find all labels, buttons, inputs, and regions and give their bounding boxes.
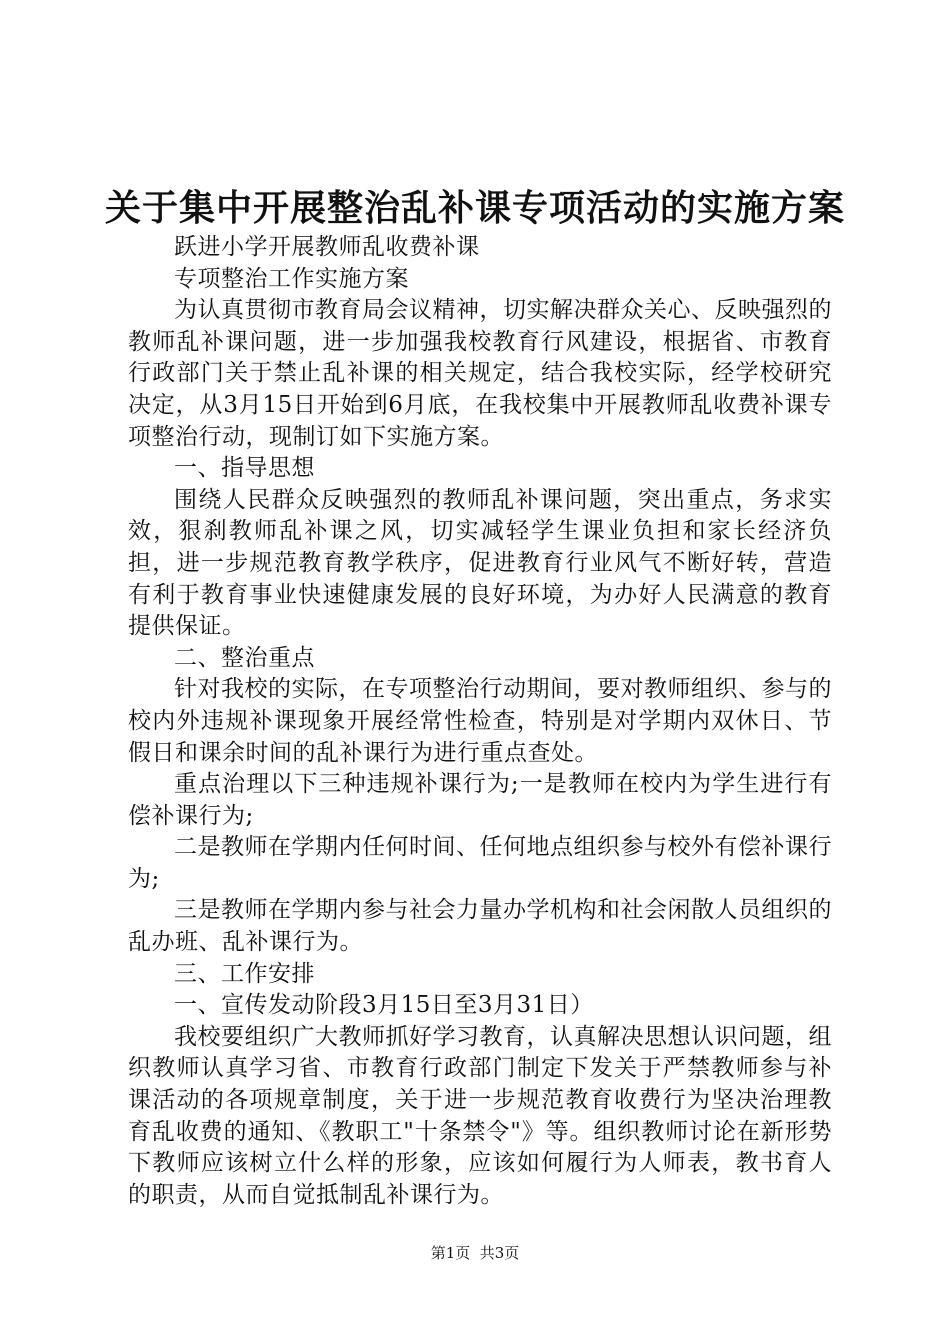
page-footer: 第1页 共3页	[430, 1244, 520, 1262]
section-heading-guiding-thought: 一、指导思想	[174, 455, 315, 482]
paragraph-second-behavior: 二是教师在学期内任何时间、任何地点组织参与校外有偿补课行为;	[128, 834, 832, 892]
paragraph-intro: 为认真贯彻市教育局会议精神，切实解决群众关心、反映强烈的教师乱补课问题，进一步加强我校教育行风建设，根据省、市教育行政部门关于禁止乱补课的相关规定，结合我校实际，经学校研究决定，从3月15日开始到6月底，在我校集中开展教师乱收费补课专项整治行动，现制订如下实施方案。	[128, 297, 832, 450]
document-title: 关于集中开展整治乱补课专项活动的实施方案	[104, 187, 845, 229]
section-heading-work-arrangement: 三、工作安排	[174, 960, 315, 987]
paragraph-plan-subtitle: 专项整治工作实施方案	[174, 265, 409, 292]
paragraph-publicity-stage: 一、宣传发动阶段3月15日至3月31日）	[174, 992, 594, 1019]
paragraph-guiding-thought: 围绕人民群众反映强烈的教师乱补课问题，突出重点，务求实效，狠刹教师乱补课之风，切实减轻学生课业负担和家长经济负担，进一步规范教育教学秩序，促进教育行业风气不断好转，营造有利于教育事业快速健康发展的良好环境，为办好人民满意的教育提供保证。	[128, 486, 832, 640]
paragraph-key-governance: 重点治理以下三种违规补课行为;一是教师在校内为学生进行有偿补课行为;	[128, 771, 832, 829]
paragraph-focus: 针对我校的实际，在专项整治行动期间，要对教师组织、参与的校内外违规补课现象开展经常性检查，特别是对学期内双休日、节假日和课余时间的乱补课行为进行重点查处。	[128, 676, 832, 766]
document-body	[128, 232, 832, 1211]
paragraph-third-behavior: 三是教师在学期内参与社会力量办学机构和社会闲散人员组织的乱办班、乱补课行为。	[128, 897, 832, 956]
paragraph-school-name: 跃进小学开展教师乱收费补课	[174, 234, 480, 260]
section-heading-focus: 二、整治重点	[174, 644, 315, 671]
paragraph-study-education: 我校要组织广大教师抓好学习教育，认真解决思想认识问题，组织教师认真学习省、市教育行政部门制定下发关于严禁教师参与补课活动的各项规章制度，关于进一步规范教育收费行为坚决治理教育乱收费的通知、《教职工"十条禁令"》等。组织教师讨论在新形势下教师应该树立什么样的形象，应该如何履行为人师表，教书育人的职责，从而自觉抵制乱补课行为。	[128, 1023, 832, 1208]
